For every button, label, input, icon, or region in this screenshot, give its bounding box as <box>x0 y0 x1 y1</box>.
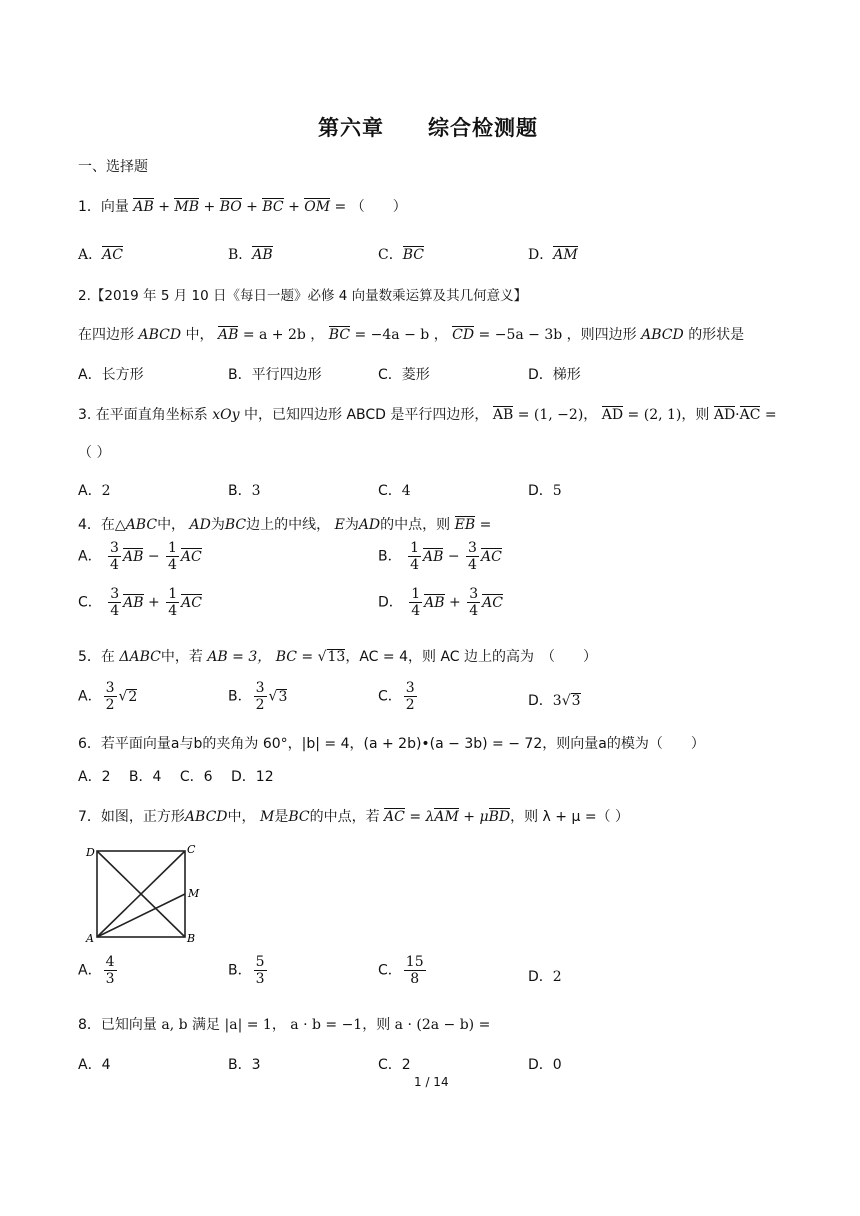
q1-option-d: D．AM <box>528 247 578 263</box>
q5-option-c: C． $\frac{3}{2}$ <box>378 680 415 714</box>
q5-option-a: A． $\frac{3}{2}$ √2 <box>78 680 138 714</box>
q7-option-b: B． $\frac{5}{3}$ <box>228 954 265 988</box>
q4-option-a: A． $\frac{3}{4}$ AB − $\frac{1}{4}$ AC <box>78 540 202 574</box>
q3-option-d: D．5 <box>528 483 562 499</box>
vec-ab: AB <box>133 199 154 215</box>
q2-option-a: A．长方形 <box>78 367 144 383</box>
q3-paren: （ ） <box>78 445 111 461</box>
vec-om: OM <box>304 199 331 215</box>
question-6: 6．若平面向量a与b的夹角为 60°，|b| = 4，(a + 2b)•(a − 3b) = − 72，则向量a的模为（ ） <box>78 736 705 752</box>
q7-option-c: C． $\frac{15}{8}$ <box>378 954 424 988</box>
q4-option-b: B． $\frac{1}{4}$ AB − $\frac{3}{4}$ AC <box>378 540 502 574</box>
q4-option-d: D． $\frac{1}{4}$ AB + $\frac{3}{4}$ AC <box>378 586 503 620</box>
vec-mb: MB <box>174 199 200 215</box>
q8-option-a: A．4 <box>78 1057 111 1073</box>
question-4: 4．在△ABC中， AD为BC边上的中线， E为AD的中点，则 EB = <box>78 517 492 533</box>
q2-option-d: D．梯形 <box>528 367 581 383</box>
question-3: 3. 在平面直角坐标系 xOy 中，已知四边形 ABCD 是平行四边形， AB = (1, −2)， AD = (2, 1)，则 AD·AC = <box>78 407 777 423</box>
q5-option-d: D．3√3 <box>528 693 581 709</box>
vec-bo: BO <box>219 199 242 215</box>
q8-option-d: D．0 <box>528 1057 562 1073</box>
q5-option-b: B． $\frac{3}{2}$ √3 <box>228 680 288 714</box>
question-5: 5．在 ΔABC中，若 AB = 3， BC = √13，AC = 4，则 AC 边上的高为 （ ） <box>78 649 597 665</box>
question-8: 8．已知向量 a, b 满足 |a| = 1， a · b = −1，则 a · (2a − b) = <box>78 1017 491 1033</box>
q1-option-c: C．BC <box>378 247 424 263</box>
q6-options: A．2 B．4 C．6 D．12 <box>78 769 274 785</box>
answer-paren: （ ） <box>350 199 407 215</box>
vec-bc: BC <box>262 199 284 215</box>
page-number: 1 / 14 <box>414 1075 449 1089</box>
question-2: 在四边形 ABCD 中， AB = a + 2b ， BC = −4a − b ， CD = −5a − 3b ，则四边形 ABCD 的形状是 <box>78 327 745 343</box>
q3-option-b: B．3 <box>228 483 261 499</box>
fig-label-a: A <box>86 932 94 945</box>
question-7: 7．如图，正方形ABCD中， M是BC的中点，若 AC = λAM + μBD，则 λ + μ =（ ） <box>78 809 629 825</box>
q8-option-b: B．3 <box>228 1057 261 1073</box>
q7-option-a: A． $\frac{4}{3}$ <box>78 954 115 988</box>
q4-option-c: C． $\frac{3}{4}$ AB + $\frac{1}{4}$ AC <box>78 586 202 620</box>
fig-label-m: M <box>188 887 200 900</box>
fig-label-c: C <box>187 843 196 856</box>
fig-label-d: D <box>86 846 95 859</box>
q1-prefix: 1．向量 <box>78 199 129 215</box>
question-2-header: 2.【2019 年 5 月 10 日《每日一题》必修 4 向量数乘运算及其几何意义】 <box>78 288 528 304</box>
q1-option-a: A．AC <box>78 247 123 263</box>
q7-option-d: D．2 <box>528 969 562 985</box>
q8-option-c: C．2 <box>378 1057 411 1073</box>
section-heading: 一、选择题 <box>78 159 148 175</box>
question-1: 1．向量 AB + MB + BO + BC + OM = （ ） <box>78 199 407 215</box>
square-figure <box>84 842 204 946</box>
q3-option-a: A．2 <box>78 483 111 499</box>
q2-option-b: B．平行四边形 <box>228 367 322 383</box>
q2-option-c: C．菱形 <box>378 367 430 383</box>
fig-label-b: B <box>187 932 196 945</box>
page-title: 第六章 综合检测题 <box>318 116 538 140</box>
q3-option-c: C．4 <box>378 483 411 499</box>
q1-option-b: B．AB <box>228 247 273 263</box>
